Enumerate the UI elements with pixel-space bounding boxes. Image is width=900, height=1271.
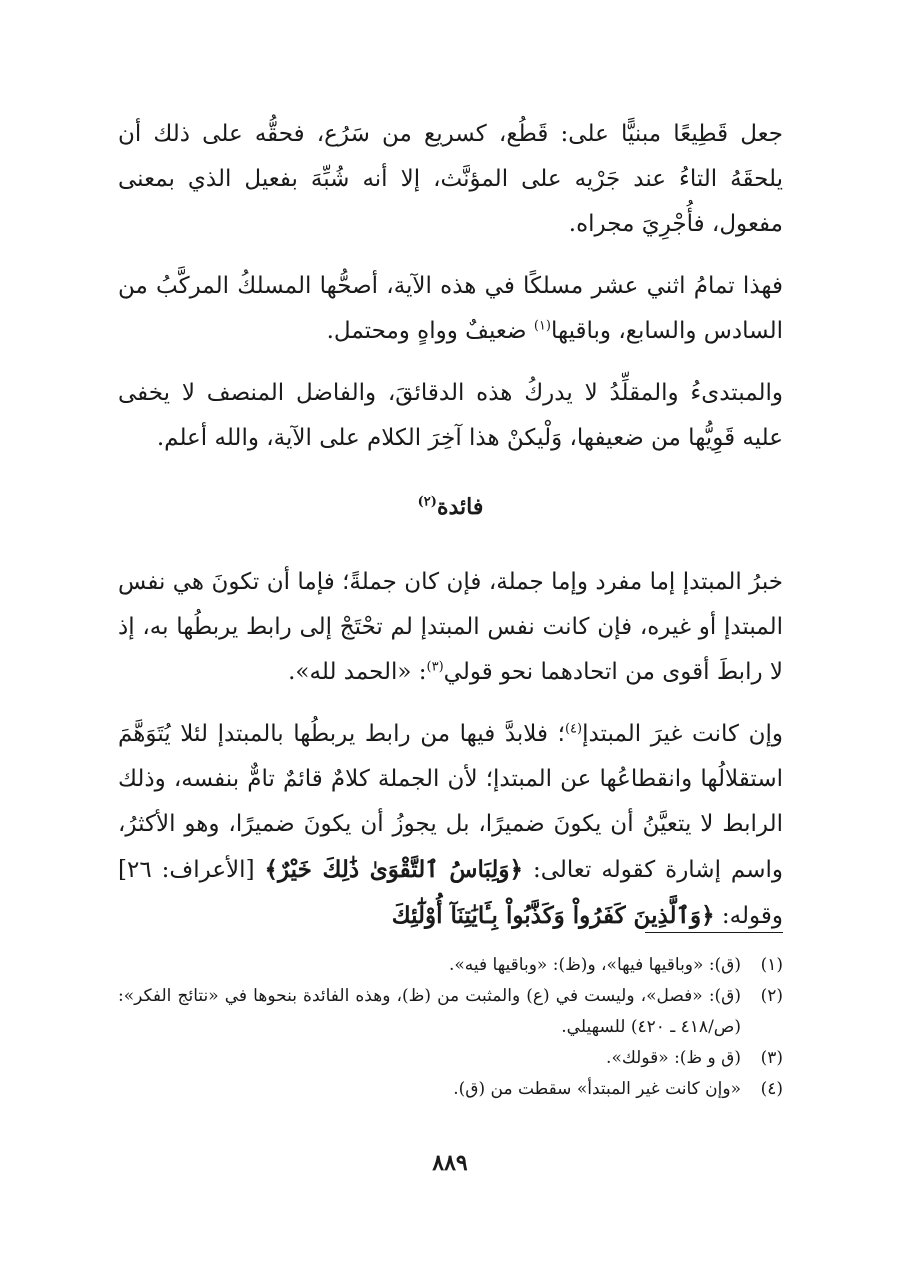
paragraph-2-text-b: ضعيفٌ وواهٍ ومحتمل. [326,318,534,344]
footnote-divider [645,932,783,933]
footnote-text: (ق): «فصل»، وليست في (ع) والمثبت من (ظ)، وهذه الفائدة بنحوها في «نتائج الفكر»: (ص/٤١٨ ـ ٤٢٠) للسهيلي. [118,986,741,1037]
paragraph-1: جعل قَطِيعًا مبنيًّا على: قَطُع، كسريع من سَرُع، فحقُّه على ذلك أن يلحقَهُ التاءُ عند جَرْيه على المؤنَّث، إلا أنه شُبِّهَ بفعيل الذي بمعنى مفعول، فأُجْرِيَ مجراه. [118,121,783,237]
footnotes [118,950,783,1105]
footnote-ref-2: (٢) [417,494,437,510]
footnote-text: (ق و ظ): «قولك». [606,1048,741,1068]
footnote-number: (٤) [760,1079,783,1099]
footnote [118,1043,783,1074]
footnote [118,950,783,981]
section-paragraph-1-text-a: خبرُ المبتدإ إما مفرد وإما جملة، فإن كان جملةً؛ فإما أن تكونَ هي نفس المبتدإ أو غيره، فإن كانت نفس المبتدإ لم تحْتَجْ إلى رابط يربطُها به، إذ لا رابطَ أقوى من اتحادهما نحو قولي [118,569,783,685]
footnote-ref-1: (١) [533,318,551,334]
footnote-ref-3: (٣) [426,659,444,675]
section-paragraph-2-text-a: وإن كانت غيرَ المبتدإ [582,721,783,747]
footnote [118,1074,783,1105]
section-heading-text: فائدة [436,494,484,520]
page-number: ٨٨٩ [432,1150,468,1176]
footnote-number: (١) [760,955,783,975]
section-paragraph-2-text-b: ؛ فلابدَّ فيها من رابط يربطُها بالمبتدإ لئلا يُتَوَهَّمَ استقلالُها وانقطاعُها عن المبتدإ؛ لأن الجملة كلامٌ قائمٌ تامٌّ بنفسه، وذلك الرابط لا يتعيَّنُ أن يكونَ ضميرًا، بل يجوزُ أن يكونَ ضميرًا، وهو الأكثرُ، واسم إشارة كقوله تعالى: [118,721,784,883]
section-paragraph-1 [118,560,783,695]
paragraph-3: والمبتدىءُ والمقلِّدُ لا يدركُ هذه الدقائقَ، والفاضل المنصف لا يخفى عليه قَوِيُّها من ضعيفها، وَلْيكنْ هذا آخِرَ الكلام على الآية، والله أعلم. [118,380,783,451]
footnote-text: «وإن كانت غير المبتدأ» سقطت من (ق). [453,1079,741,1099]
section-paragraph-1-text-b: : «الحمد لله». [288,659,427,685]
paragraph-2-text-a: فهذا تمامُ اثني عشر مسلكًا في هذه الآية، أصحُّها المسلكُ المركَّبُ من السادس والسابع، وباقيها [118,273,783,344]
footnote-ref-4: (٤) [564,721,583,737]
paragraph-2 [118,264,783,354]
main-text [118,112,783,956]
section-paragraph-2 [118,712,783,939]
footnote-number: (٢) [760,986,783,1006]
quran-verse-2: ﴿وَٱلَّذِينَ كَفَرُواْ وَكَذَّبُواْ بِـَٔايَٰتِنَآ أُوْلَٰٓئِكَ [391,902,715,929]
section-paragraph-2-text-c: [الأعراف: ٢٦] وقوله: [118,857,783,929]
footnote-text: (ق): «وباقيها فيها»، و(ظ): «وباقيها فيه». [448,955,741,975]
footnote-number: (٣) [760,1048,783,1068]
footnote [118,981,783,1043]
quran-verse-1: ﴿وَلِبَاسُ ٱلتَّقْوَىٰ ذَٰلِكَ خَيْرٌ﴾ [264,856,524,883]
section-heading [118,485,783,530]
